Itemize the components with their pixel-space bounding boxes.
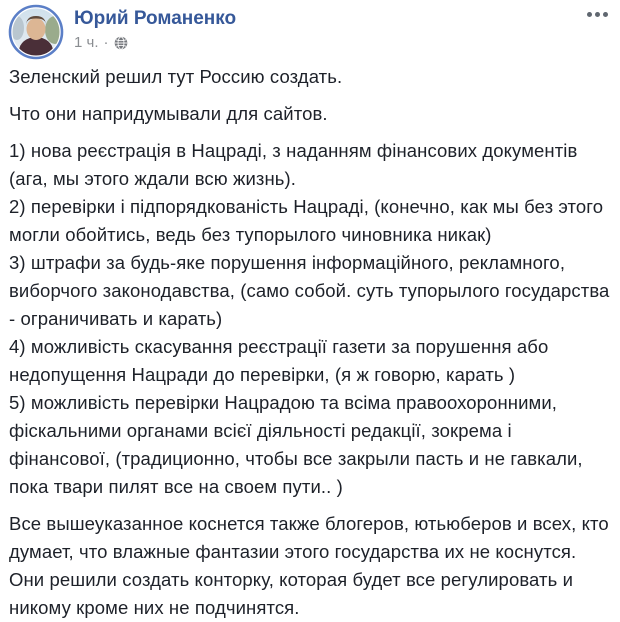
post-paragraph: Все вышеуказанное коснется также блогеров, ютьюберов и всех, кто думает, что влажные фантазии этого государства их не коснутся. Они решили создать конторку, которая будет все регулировать и никому кроме них не подчинятся. <box>9 513 609 618</box>
post-body <box>0 60 620 622</box>
post-list-item: 5) можливість перевірки Нацрадою та всіма правоохоронними, фіскальними органами всієї діяльності редакції, зокрема і фінансової, (традиционно, чтобы все закрыли пасть и не гавкали, пока твари пилят все на своем пути.. ) <box>9 392 583 497</box>
meta-separator: · <box>103 34 109 51</box>
post-list-item: 4) можливість скасування реєстрації газети за порушення або недопущення Нацради до перевірки, (я ж говорю, карать ) <box>9 336 549 385</box>
post-list-item: 2) перевірки і підпорядкованість Нацраді, (конечно, как мы без этого могли обойтись, ведь без тупорылого чиновника никак) <box>9 196 604 245</box>
post-paragraph: Зеленский решил тут Россию создать. <box>9 66 343 87</box>
post-list-item: 3) штрафи за будь-яке порушення інформаційного, рекламного, виборчого законодавства, (само собой. суть тупорылого государства - ограничивать и карать) <box>9 252 610 329</box>
timestamp-link[interactable]: 1 ч. <box>74 34 99 51</box>
author-name-link[interactable]: Юрий Романенко <box>74 8 237 29</box>
post-header <box>0 0 620 60</box>
avatar[interactable] <box>8 4 64 60</box>
globe-icon <box>114 36 128 50</box>
post-paragraph: Что они напридумывали для сайтов. <box>9 103 328 124</box>
ellipsis-icon[interactable] <box>583 6 612 23</box>
post-list-item: 1) нова реєстрація в Нацраді, з наданням фінансових документів (ага, мы этого ждали всю жизнь). <box>9 140 578 189</box>
post-header-info <box>74 4 612 51</box>
avatar-image <box>8 4 64 60</box>
post-meta-row <box>74 34 612 51</box>
